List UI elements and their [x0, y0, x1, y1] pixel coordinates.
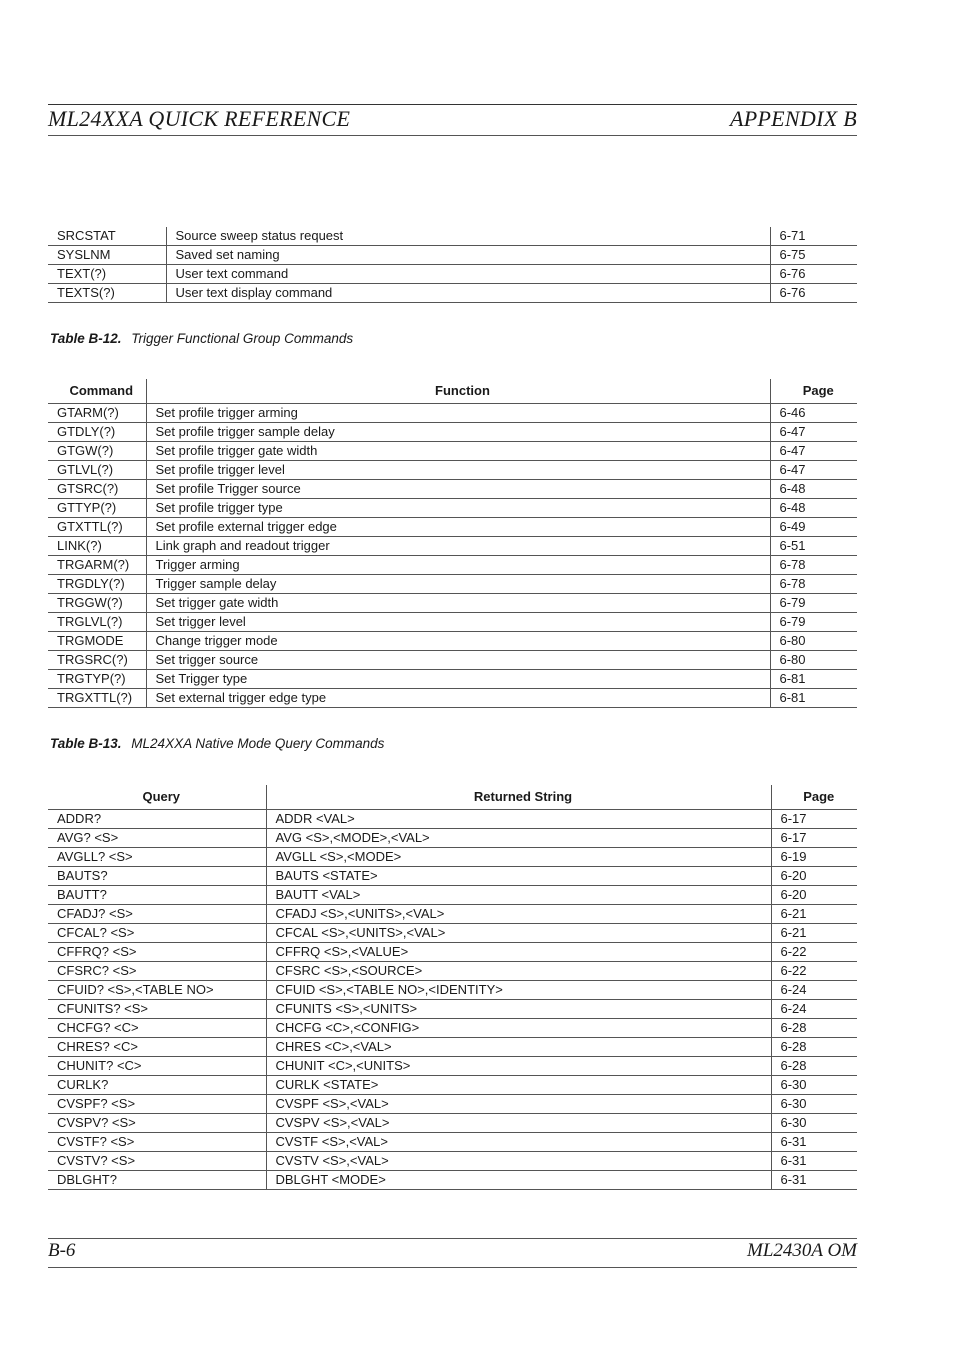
table-b13-caption: [50, 736, 384, 751]
column-header-query: Query: [48, 785, 266, 810]
cell-command: CVSPF? <S>: [48, 1095, 266, 1114]
cell-page: 6-75: [770, 246, 857, 265]
cell-description: Set profile trigger arming: [146, 404, 770, 423]
cell-page: 6-30: [771, 1095, 857, 1114]
cell-command: TRGSRC(?): [48, 651, 146, 670]
document-name: ML2430A OM: [747, 1240, 857, 1261]
table-row: [48, 905, 857, 924]
table-row: [48, 284, 857, 303]
cell-page: 6-31: [771, 1133, 857, 1152]
cell-page: 6-17: [771, 829, 857, 848]
cell-page: 6-76: [770, 284, 857, 303]
cell-page: 6-79: [770, 594, 857, 613]
cell-description: Link graph and readout trigger: [146, 537, 770, 556]
cell-page: 6-24: [771, 981, 857, 1000]
cell-page: 6-81: [770, 689, 857, 708]
cell-description: Set trigger source: [146, 651, 770, 670]
cell-command: TRGLVL(?): [48, 613, 146, 632]
cell-page: 6-20: [771, 886, 857, 905]
cell-description: CHCFG <C>,<CONFIG>: [266, 1019, 771, 1038]
cell-page: 6-31: [771, 1152, 857, 1171]
cell-page: 6-28: [771, 1038, 857, 1057]
cell-command: CVSTF? <S>: [48, 1133, 266, 1152]
cell-page: 6-51: [770, 537, 857, 556]
cell-description: CVSPV <S>,<VAL>: [266, 1114, 771, 1133]
cell-description: User text display command: [166, 284, 770, 303]
cell-description: Set profile Trigger source: [146, 480, 770, 499]
cell-command: CFSRC? <S>: [48, 962, 266, 981]
cell-description: Change trigger mode: [146, 632, 770, 651]
cell-command: TRGGW(?): [48, 594, 146, 613]
cell-description: BAUTT <VAL>: [266, 886, 771, 905]
cell-command: TRGMODE: [48, 632, 146, 651]
table-body: [48, 810, 857, 1190]
cell-command: CVSPV? <S>: [48, 1114, 266, 1133]
page-header: [48, 104, 857, 136]
cell-command: CHCFG? <C>: [48, 1019, 266, 1038]
table-row: [48, 613, 857, 632]
cell-page: 6-24: [771, 1000, 857, 1019]
table-row: [48, 1057, 857, 1076]
cell-command: TRGARM(?): [48, 556, 146, 575]
column-header-command: Command: [48, 379, 146, 404]
table-row: [48, 943, 857, 962]
table-row: [48, 689, 857, 708]
caption-title: Trigger Functional Group Commands: [131, 331, 354, 346]
table-row: [48, 442, 857, 461]
cell-description: Set profile trigger level: [146, 461, 770, 480]
cell-page: 6-31: [771, 1171, 857, 1190]
cell-page: 6-49: [770, 518, 857, 537]
table-row: [48, 632, 857, 651]
caption-label: Table B-13.: [50, 736, 122, 751]
table-row: [48, 594, 857, 613]
table-row: [48, 1038, 857, 1057]
cell-description: CVSTF <S>,<VAL>: [266, 1133, 771, 1152]
table-row: [48, 518, 857, 537]
table-row: [48, 1000, 857, 1019]
cell-command: GTLVL(?): [48, 461, 146, 480]
cell-command: AVGLL? <S>: [48, 848, 266, 867]
table-b12-caption: [50, 331, 353, 346]
column-header-page: Page: [770, 379, 857, 404]
caption-title: ML24XXA Native Mode Query Commands: [131, 736, 385, 751]
cell-description: Set trigger gate width: [146, 594, 770, 613]
cell-description: User text command: [166, 265, 770, 284]
table-row: [48, 1076, 857, 1095]
cell-description: Saved set naming: [166, 246, 770, 265]
cell-page: 6-17: [771, 810, 857, 829]
table-b12: [48, 379, 857, 708]
table-row: [48, 499, 857, 518]
cell-page: 6-28: [771, 1057, 857, 1076]
table-b13: [48, 785, 857, 1190]
cell-description: Set profile trigger type: [146, 499, 770, 518]
cell-page: 6-20: [771, 867, 857, 886]
cell-command: CURLK?: [48, 1076, 266, 1095]
cell-description: CURLK <STATE>: [266, 1076, 771, 1095]
cell-page: 6-21: [771, 924, 857, 943]
cell-page: 6-80: [770, 632, 857, 651]
cell-page: 6-48: [770, 480, 857, 499]
table-row: [48, 867, 857, 886]
cell-page: 6-48: [770, 499, 857, 518]
column-header-returned-string: Returned String: [266, 785, 771, 810]
cell-command: CFCAL? <S>: [48, 924, 266, 943]
table-row: [48, 962, 857, 981]
cell-command: BAUTT?: [48, 886, 266, 905]
column-header-function: Function: [146, 379, 770, 404]
table-row: [48, 829, 857, 848]
cell-description: Set profile trigger gate width: [146, 442, 770, 461]
cell-description: CFUID <S>,<TABLE NO>,<IDENTITY>: [266, 981, 771, 1000]
page-number: B-6: [48, 1240, 76, 1261]
cell-description: CFUNITS <S>,<UNITS>: [266, 1000, 771, 1019]
cell-description: Trigger arming: [146, 556, 770, 575]
cell-command: GTARM(?): [48, 404, 146, 423]
table-continued: [48, 227, 857, 303]
cell-description: Set external trigger edge type: [146, 689, 770, 708]
cell-page: 6-19: [771, 848, 857, 867]
cell-command: BAUTS?: [48, 867, 266, 886]
table-row: [48, 670, 857, 689]
header-appendix: APPENDIX B: [729, 106, 857, 131]
table-row: [48, 480, 857, 499]
caption-label: Table B-12.: [50, 331, 122, 346]
cell-command: CFUID? <S>,<TABLE NO>: [48, 981, 266, 1000]
cell-description: CVSPF <S>,<VAL>: [266, 1095, 771, 1114]
table-row: [48, 886, 857, 905]
cell-command: CFFRQ? <S>: [48, 943, 266, 962]
cell-page: 6-30: [771, 1114, 857, 1133]
table-row: [48, 423, 857, 442]
table-row: [48, 651, 857, 670]
cell-command: GTDLY(?): [48, 423, 146, 442]
cell-command: AVG? <S>: [48, 829, 266, 848]
page-footer: [48, 1238, 857, 1268]
cell-command: CHUNIT? <C>: [48, 1057, 266, 1076]
cell-command: GTXTTL(?): [48, 518, 146, 537]
cell-command: SYSLNM: [48, 246, 166, 265]
cell-page: 6-76: [770, 265, 857, 284]
cell-description: CFCAL <S>,<UNITS>,<VAL>: [266, 924, 771, 943]
table-row: [48, 1095, 857, 1114]
table-row: [48, 924, 857, 943]
table-row: [48, 848, 857, 867]
cell-page: 6-22: [771, 943, 857, 962]
cell-command: TEXT(?): [48, 265, 166, 284]
cell-command: GTTYP(?): [48, 499, 146, 518]
cell-page: 6-81: [770, 670, 857, 689]
cell-command: CHRES? <C>: [48, 1038, 266, 1057]
cell-command: CVSTV? <S>: [48, 1152, 266, 1171]
cell-description: BAUTS <STATE>: [266, 867, 771, 886]
cell-page: 6-47: [770, 423, 857, 442]
cell-description: CVSTV <S>,<VAL>: [266, 1152, 771, 1171]
cell-description: Set profile trigger sample delay: [146, 423, 770, 442]
cell-page: 6-46: [770, 404, 857, 423]
table-row: [48, 227, 857, 246]
cell-page: 6-28: [771, 1019, 857, 1038]
table-body: [48, 227, 857, 303]
cell-page: 6-22: [771, 962, 857, 981]
cell-description: Set trigger level: [146, 613, 770, 632]
cell-description: AVGLL <S>,<MODE>: [266, 848, 771, 867]
table-row: [48, 1152, 857, 1171]
cell-description: Source sweep status request: [166, 227, 770, 246]
table-row: [48, 1171, 857, 1190]
cell-command: TEXTS(?): [48, 284, 166, 303]
cell-command: TRGDLY(?): [48, 575, 146, 594]
cell-description: ADDR <VAL>: [266, 810, 771, 829]
table-row: [48, 1114, 857, 1133]
cell-command: CFUNITS? <S>: [48, 1000, 266, 1019]
cell-command: DBLGHT?: [48, 1171, 266, 1190]
cell-page: 6-47: [770, 461, 857, 480]
cell-page: 6-21: [771, 905, 857, 924]
cell-command: GTGW(?): [48, 442, 146, 461]
cell-page: 6-30: [771, 1076, 857, 1095]
cell-command: ADDR?: [48, 810, 266, 829]
cell-description: CFSRC <S>,<SOURCE>: [266, 962, 771, 981]
table-row: [48, 537, 857, 556]
cell-description: DBLGHT <MODE>: [266, 1171, 771, 1190]
cell-description: CHRES <C>,<VAL>: [266, 1038, 771, 1057]
cell-page: 6-71: [770, 227, 857, 246]
cell-page: 6-80: [770, 651, 857, 670]
cell-page: 6-47: [770, 442, 857, 461]
cell-description: CFFRQ <S>,<VALUE>: [266, 943, 771, 962]
table-row: [48, 575, 857, 594]
cell-page: 6-79: [770, 613, 857, 632]
table-row: [48, 265, 857, 284]
table-row: [48, 461, 857, 480]
table-row: [48, 1019, 857, 1038]
cell-command: CFADJ? <S>: [48, 905, 266, 924]
table-body: [48, 404, 857, 708]
cell-description: CHUNIT <C>,<UNITS>: [266, 1057, 771, 1076]
cell-description: AVG <S>,<MODE>,<VAL>: [266, 829, 771, 848]
cell-description: Set profile external trigger edge: [146, 518, 770, 537]
table-row: [48, 810, 857, 829]
column-header-page: Page: [771, 785, 857, 810]
table-row: [48, 1133, 857, 1152]
cell-page: 6-78: [770, 556, 857, 575]
table-row: [48, 981, 857, 1000]
cell-description: Set Trigger type: [146, 670, 770, 689]
cell-description: Trigger sample delay: [146, 575, 770, 594]
cell-description: CFADJ <S>,<UNITS>,<VAL>: [266, 905, 771, 924]
cell-page: 6-78: [770, 575, 857, 594]
cell-command: SRCSTAT: [48, 227, 166, 246]
cell-command: TRGTYP(?): [48, 670, 146, 689]
header-title: ML24XXA QUICK REFERENCE: [48, 106, 351, 131]
table-row: [48, 556, 857, 575]
cell-command: GTSRC(?): [48, 480, 146, 499]
cell-command: TRGXTTL(?): [48, 689, 146, 708]
table-row: [48, 246, 857, 265]
cell-command: LINK(?): [48, 537, 146, 556]
table-row: [48, 404, 857, 423]
